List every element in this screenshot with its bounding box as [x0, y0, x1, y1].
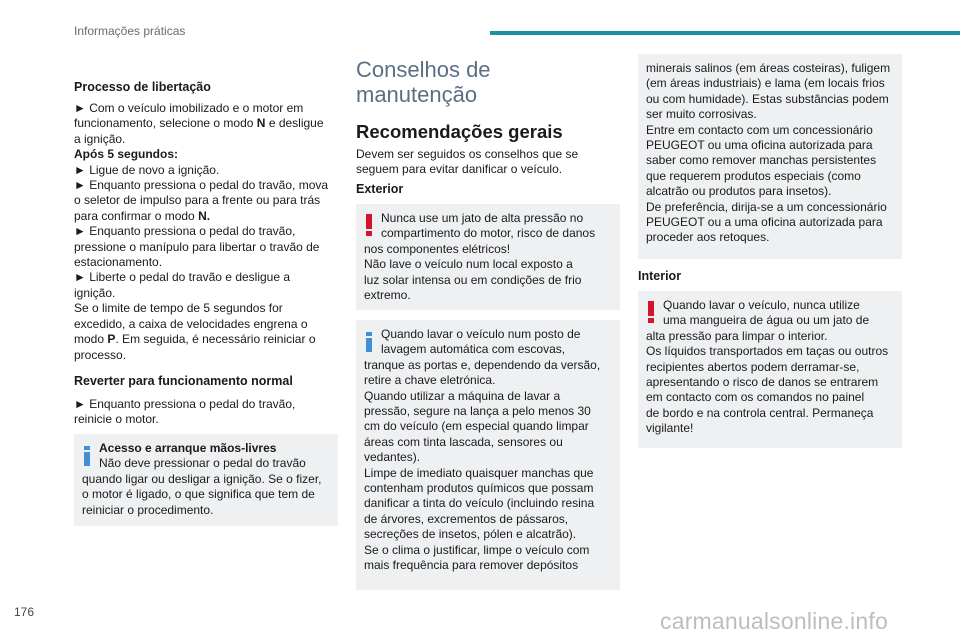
page-heading-line1: Conselhos de	[356, 57, 491, 82]
interior-heading: Interior	[638, 269, 682, 283]
header-accent-bar	[490, 31, 960, 35]
release-text: ► Com o veículo imobilizado e o motor em funcionamento, selecione o modo N e desligue a ignição. Após 5 segundos: ► Ligue de novo a ignição. ► Enquanto pressiona o pedal do travão, mova o seletor de impulso para a frente ou para trás para confirmar o modo N. ► Enquanto pressiona o pedal do travão, pressione o manípulo para libertar o travão de estacionamento. ► Liberte o pedal do travão e desligue a ignição. Se o limite de tempo de 5 segundos for excedido, a caixa de velocidades engrena o modo P. Em seguida, é necessário reiniciar o processo.	[74, 101, 329, 362]
warning-icon	[366, 214, 372, 236]
exterior-heading: Exterior	[356, 182, 404, 196]
intro-text: Devem ser seguidos os conselhos que se seguem para evitar danificar o veículo.	[356, 147, 579, 177]
info-icon	[84, 446, 90, 466]
warning-icon	[648, 301, 654, 323]
revert-text: ► Enquanto pressiona o pedal do travão, reinicie o motor.	[74, 396, 296, 427]
section-title: Informações práticas	[74, 24, 186, 38]
revert-heading: Reverter para funcionamento normal	[74, 373, 293, 388]
subtitle: Recomendações gerais	[356, 121, 563, 142]
info-box-title: Acesso e arranque mãos-livres	[99, 441, 277, 455]
page-heading-line2: manutenção	[356, 82, 478, 107]
watermark: carmanualsonline.info	[660, 608, 888, 634]
info-box-hands-free: Acesso e arranque mãos-livres Não deve pressionar o pedal do travão quando ligar ou desligar a ignição. Se o fizer, o motor é ligado, o que significa que tem de reiniciar o procedimento.	[74, 434, 338, 526]
info-box-continued: minerais salinos (em áreas costeiras), fuligem (em áreas industriais) e lama (em locais frios ou com humidade). Estas substâncias podem ser muito corrosivas. Entre em contacto com um concessionário PEUGEOT ou uma oficina autorizada para saber como remover manchas persistentes que requerem produtos especiais (como alcatrão ou produtos para insetos). De preferência, dirija-se a um concessionário PEUGEOT ou a uma oficina autorizada para proceder aos retoques.	[638, 54, 902, 259]
info-box-car-wash: Quando lavar o veículo num posto de lavagem automática com escovas, tranque as portas e, dependendo da versão, retire a chave eletrónica. Quando utilizar a máquina de lavar a pressão, segure na lança a pelo menos 30 cm do veículo (em especial quando limpar áreas com tinta lascada, sensores ou vedantes). Limpe de imediato quaisquer manchas que contenham produtos químicos que possam danificar a tinta do veículo (incluindo resina de árvores, excrementos de pássaros, secreções de insetos, pólen e alcatrão). Se o clima o justificar, limpe o veículo com mais frequência para remover depósitos	[356, 320, 620, 590]
warning-box-interior: Quando lavar o veículo, nunca utilize uma mangueira de água ou um jato de alta pressão para limpar o interior. Os líquidos transportados em taças ou outros recipientes abertos podem derramar-se, apresentando o risco de danos se entrarem em contacto com os comandos no painel de bordo e na controla central. Permaneça vigilante!	[638, 291, 902, 448]
page-number: 176	[14, 605, 35, 619]
release-heading: Processo de libertação	[74, 80, 211, 94]
warning-box-exterior: Nunca use um jato de alta pressão no compartimento do motor, risco de danos nos componentes elétricos! Não lave o veículo num local exposto a luz solar intensa ou em condições de frio extremo.	[356, 204, 620, 310]
info-icon	[366, 332, 372, 352]
